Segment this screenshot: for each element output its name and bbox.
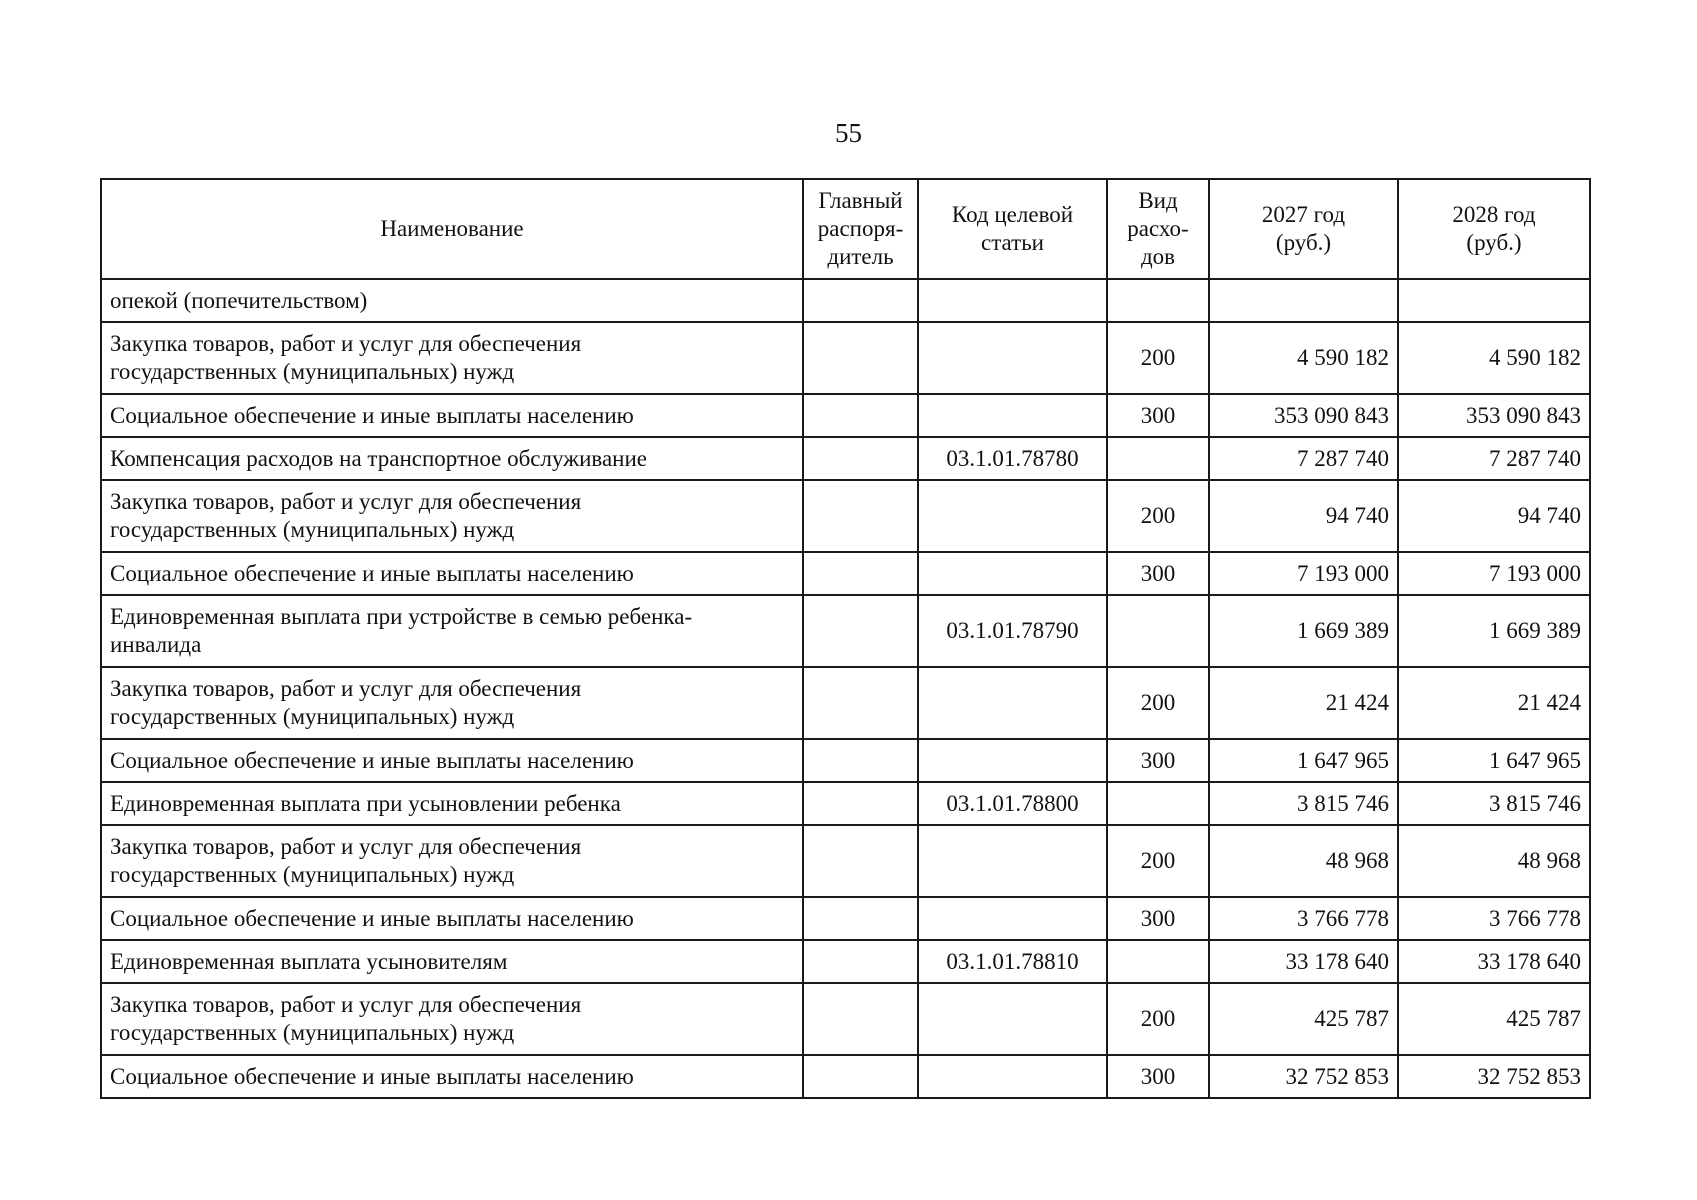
cell-chief-administrator xyxy=(803,480,918,552)
cell-target-code: 03.1.01.78810 xyxy=(918,940,1107,983)
cell-year-2027: 21 424 xyxy=(1209,667,1398,739)
cell-expense-type: 200 xyxy=(1107,667,1209,739)
table-row xyxy=(101,739,1590,782)
cell-target-code xyxy=(918,1055,1107,1098)
table-row xyxy=(101,279,1590,322)
header-expense-type: Вид расхо- дов xyxy=(1107,179,1209,279)
cell-target-code xyxy=(918,739,1107,782)
cell-name: Единовременная выплата усыновителям xyxy=(101,940,803,983)
cell-chief-administrator xyxy=(803,667,918,739)
cell-target-code xyxy=(918,825,1107,897)
header-year-2027: 2027 год (руб.) xyxy=(1209,179,1398,279)
cell-target-code xyxy=(918,983,1107,1055)
cell-chief-administrator xyxy=(803,322,918,394)
cell-expense-type: 300 xyxy=(1107,552,1209,595)
cell-name: Закупка товаров, работ и услуг для обеспечения государственных (муниципальных) нужд xyxy=(101,667,803,739)
table-row xyxy=(101,595,1590,667)
cell-name: Закупка товаров, работ и услуг для обеспечения государственных (муниципальных) нужд xyxy=(101,480,803,552)
table-row xyxy=(101,552,1590,595)
cell-name: Социальное обеспечение и иные выплаты населению xyxy=(101,394,803,437)
cell-expense-type: 200 xyxy=(1107,322,1209,394)
cell-target-code: 03.1.01.78790 xyxy=(918,595,1107,667)
cell-year-2028: 353 090 843 xyxy=(1398,394,1590,437)
cell-year-2028: 48 968 xyxy=(1398,825,1590,897)
cell-year-2027: 3 766 778 xyxy=(1209,897,1398,940)
cell-year-2028: 1 669 389 xyxy=(1398,595,1590,667)
cell-expense-type: 300 xyxy=(1107,394,1209,437)
cell-year-2028: 7 287 740 xyxy=(1398,437,1590,480)
table-row xyxy=(101,983,1590,1055)
cell-year-2027: 1 647 965 xyxy=(1209,739,1398,782)
cell-chief-administrator xyxy=(803,595,918,667)
cell-year-2028: 94 740 xyxy=(1398,480,1590,552)
cell-year-2027: 48 968 xyxy=(1209,825,1398,897)
cell-year-2027: 33 178 640 xyxy=(1209,940,1398,983)
cell-year-2028: 4 590 182 xyxy=(1398,322,1590,394)
cell-expense-type: 200 xyxy=(1107,983,1209,1055)
budget-table xyxy=(100,178,1591,1099)
cell-name: Единовременная выплата при усыновлении ребенка xyxy=(101,782,803,825)
cell-year-2028: 3 766 778 xyxy=(1398,897,1590,940)
table-row xyxy=(101,940,1590,983)
cell-year-2027: 3 815 746 xyxy=(1209,782,1398,825)
table-row xyxy=(101,437,1590,480)
cell-name: Единовременная выплата при устройстве в семью ребенка- инвалида xyxy=(101,595,803,667)
cell-chief-administrator xyxy=(803,940,918,983)
table-row xyxy=(101,897,1590,940)
cell-target-code xyxy=(918,897,1107,940)
cell-year-2027: 32 752 853 xyxy=(1209,1055,1398,1098)
cell-expense-type xyxy=(1107,595,1209,667)
table-row xyxy=(101,322,1590,394)
cell-target-code xyxy=(918,480,1107,552)
cell-chief-administrator xyxy=(803,897,918,940)
cell-year-2027: 425 787 xyxy=(1209,983,1398,1055)
header-name: Наименование xyxy=(101,179,803,279)
cell-target-code xyxy=(918,667,1107,739)
cell-chief-administrator xyxy=(803,394,918,437)
cell-name: Компенсация расходов на транспортное обслуживание xyxy=(101,437,803,480)
cell-year-2028: 425 787 xyxy=(1398,983,1590,1055)
cell-target-code: 03.1.01.78780 xyxy=(918,437,1107,480)
cell-chief-administrator xyxy=(803,983,918,1055)
cell-chief-administrator xyxy=(803,279,918,322)
header-row xyxy=(101,179,1590,279)
cell-year-2028: 3 815 746 xyxy=(1398,782,1590,825)
cell-year-2028: 32 752 853 xyxy=(1398,1055,1590,1098)
cell-expense-type: 300 xyxy=(1107,739,1209,782)
cell-chief-administrator xyxy=(803,739,918,782)
cell-expense-type xyxy=(1107,782,1209,825)
cell-year-2028: 33 178 640 xyxy=(1398,940,1590,983)
cell-name: Закупка товаров, работ и услуг для обеспечения государственных (муниципальных) нужд xyxy=(101,322,803,394)
cell-year-2028 xyxy=(1398,279,1590,322)
cell-expense-type: 200 xyxy=(1107,480,1209,552)
cell-expense-type xyxy=(1107,279,1209,322)
cell-year-2028: 21 424 xyxy=(1398,667,1590,739)
header-chief-administrator: Главный распоря- дитель xyxy=(803,179,918,279)
cell-target-code xyxy=(918,552,1107,595)
cell-target-code xyxy=(918,322,1107,394)
cell-name: Социальное обеспечение и иные выплаты населению xyxy=(101,739,803,782)
cell-chief-administrator xyxy=(803,1055,918,1098)
cell-expense-type xyxy=(1107,437,1209,480)
cell-chief-administrator xyxy=(803,552,918,595)
cell-target-code xyxy=(918,279,1107,322)
cell-expense-type: 200 xyxy=(1107,825,1209,897)
cell-name: Закупка товаров, работ и услуг для обеспечения государственных (муниципальных) нужд xyxy=(101,983,803,1055)
cell-name: Социальное обеспечение и иные выплаты населению xyxy=(101,1055,803,1098)
table-row xyxy=(101,667,1590,739)
cell-name: Социальное обеспечение и иные выплаты населению xyxy=(101,552,803,595)
cell-year-2027: 353 090 843 xyxy=(1209,394,1398,437)
cell-chief-administrator xyxy=(803,825,918,897)
cell-year-2027: 1 669 389 xyxy=(1209,595,1398,667)
table-row xyxy=(101,1055,1590,1098)
header-year-2028: 2028 год (руб.) xyxy=(1398,179,1590,279)
cell-year-2028: 7 193 000 xyxy=(1398,552,1590,595)
header-target-code: Код целевой статьи xyxy=(918,179,1107,279)
cell-year-2028: 1 647 965 xyxy=(1398,739,1590,782)
table-body xyxy=(101,279,1590,1098)
cell-year-2027: 94 740 xyxy=(1209,480,1398,552)
page-number: 55 xyxy=(835,118,862,148)
table-row xyxy=(101,394,1590,437)
cell-target-code xyxy=(918,394,1107,437)
cell-chief-administrator xyxy=(803,782,918,825)
cell-name: опекой (попечительством) xyxy=(101,279,803,322)
table-row xyxy=(101,782,1590,825)
table-row xyxy=(101,480,1590,552)
cell-expense-type xyxy=(1107,940,1209,983)
cell-chief-administrator xyxy=(803,437,918,480)
table-header xyxy=(101,179,1590,279)
cell-year-2027: 4 590 182 xyxy=(1209,322,1398,394)
cell-year-2027: 7 193 000 xyxy=(1209,552,1398,595)
cell-name: Социальное обеспечение и иные выплаты населению xyxy=(101,897,803,940)
cell-expense-type: 300 xyxy=(1107,897,1209,940)
cell-year-2027: 7 287 740 xyxy=(1209,437,1398,480)
cell-target-code: 03.1.01.78800 xyxy=(918,782,1107,825)
cell-expense-type: 300 xyxy=(1107,1055,1209,1098)
cell-name: Закупка товаров, работ и услуг для обеспечения государственных (муниципальных) нужд xyxy=(101,825,803,897)
table-row xyxy=(101,825,1590,897)
cell-year-2027 xyxy=(1209,279,1398,322)
